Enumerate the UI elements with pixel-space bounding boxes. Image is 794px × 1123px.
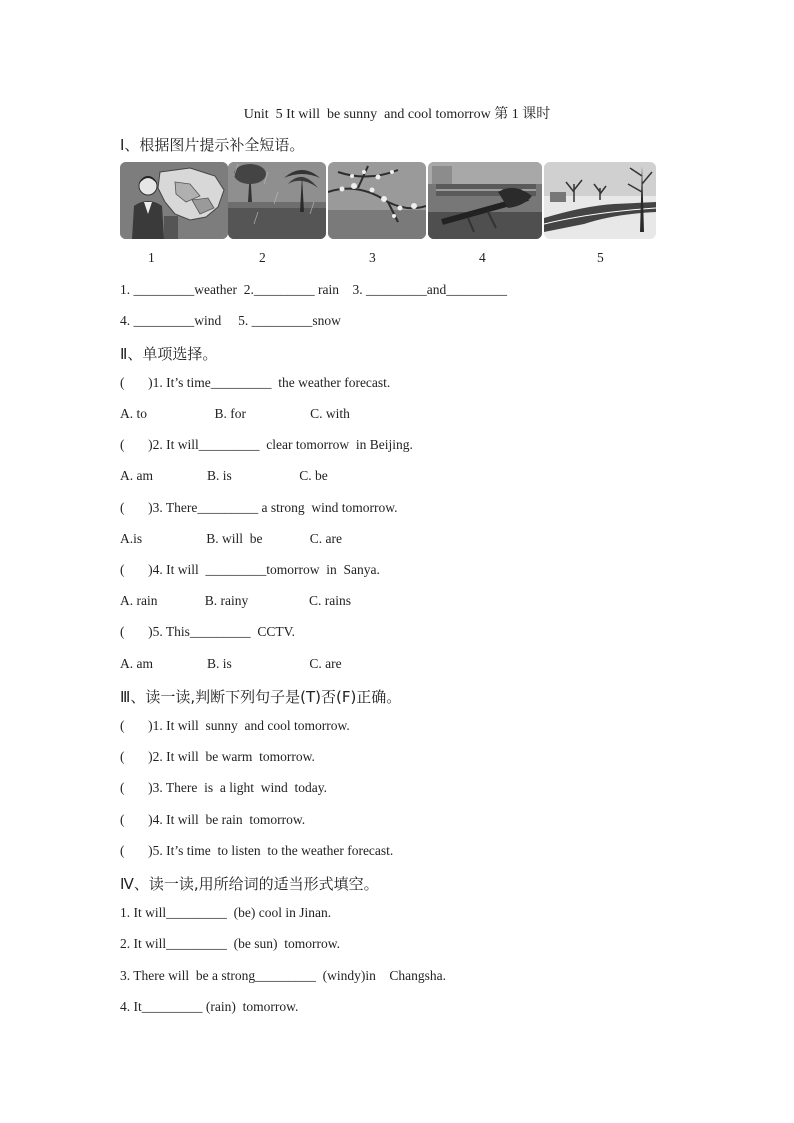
part2-options-1: A. to B. for C. with	[120, 406, 350, 421]
image-number-2: 2	[259, 250, 266, 265]
snowy-road-icon	[544, 162, 656, 239]
part3-statement-2: ( )2. It will be warm tomorrow.	[120, 749, 315, 764]
section-3-heading: Ⅲ、读一读,判断下列句子是(T)否(F)正确。	[120, 688, 402, 706]
part2-options-3: A.is B. will be C. are	[120, 531, 342, 546]
page-title: Unit 5 It will be sunny and cool tomorrow 第 1 课时	[243, 107, 551, 122]
weather-forecaster-map-icon	[120, 162, 228, 239]
part3-statement-5: ( )5. It’s time to listen to the weather forecast.	[120, 843, 394, 858]
part2-options-2: A. am B. is C. be	[120, 468, 328, 483]
image-number-5: 5	[597, 250, 604, 265]
image-number-4: 4	[479, 250, 486, 265]
part2-question-3: ( )3. There_________ a strong wind tomorrow.	[120, 500, 398, 515]
part2-question-2: ( )2. It will_________ clear tomorrow in Beijing.	[120, 437, 413, 452]
part1-line-2: 4. _________wind 5. _________snow	[120, 313, 341, 328]
part4-question-2: 2. It will_________ (be sun) tomorrow.	[120, 936, 340, 951]
part1-line-1: 1. _________weather 2._________ rain 3. _________and_________	[120, 282, 507, 297]
part2-question-4: ( )4. It will _________tomorrow in Sanya.	[120, 562, 380, 577]
part2-options-5: A. am B. is C. are	[120, 656, 342, 671]
part4-question-4: 4. It_________ (rain) tomorrow.	[120, 999, 299, 1014]
part2-question-1: ( )1. It’s time_________ the weather forecast.	[120, 375, 391, 390]
image-number-3: 3	[369, 250, 376, 265]
part2-options-4: A. rain B. rainy C. rains	[120, 593, 351, 608]
part3-statement-3: ( )3. There is a light wind today.	[120, 780, 327, 795]
snowy-branches-icon	[328, 162, 426, 239]
section-4-heading: Ⅳ、读一读,用所给词的适当形式填空。	[120, 875, 379, 893]
part4-question-3: 3. There will be a strong_________ (windy)in Changsha.	[120, 968, 446, 983]
part3-statement-4: ( )4. It will be rain tomorrow.	[120, 812, 306, 827]
section-2-heading: Ⅱ、单项选择。	[120, 345, 218, 363]
fallen-tree-wind-icon	[428, 162, 542, 239]
part4-question-1: 1. It will_________ (be) cool in Jinan.	[120, 905, 332, 920]
part2-question-5: ( )5. This_________ CCTV.	[120, 624, 296, 639]
rainy-park-icon	[228, 162, 326, 239]
part3-statement-1: ( )1. It will sunny and cool tomorrow.	[120, 718, 350, 733]
section-1-heading: Ⅰ、根据图片提示补全短语。	[120, 136, 305, 154]
image-number-1: 1	[148, 250, 155, 265]
